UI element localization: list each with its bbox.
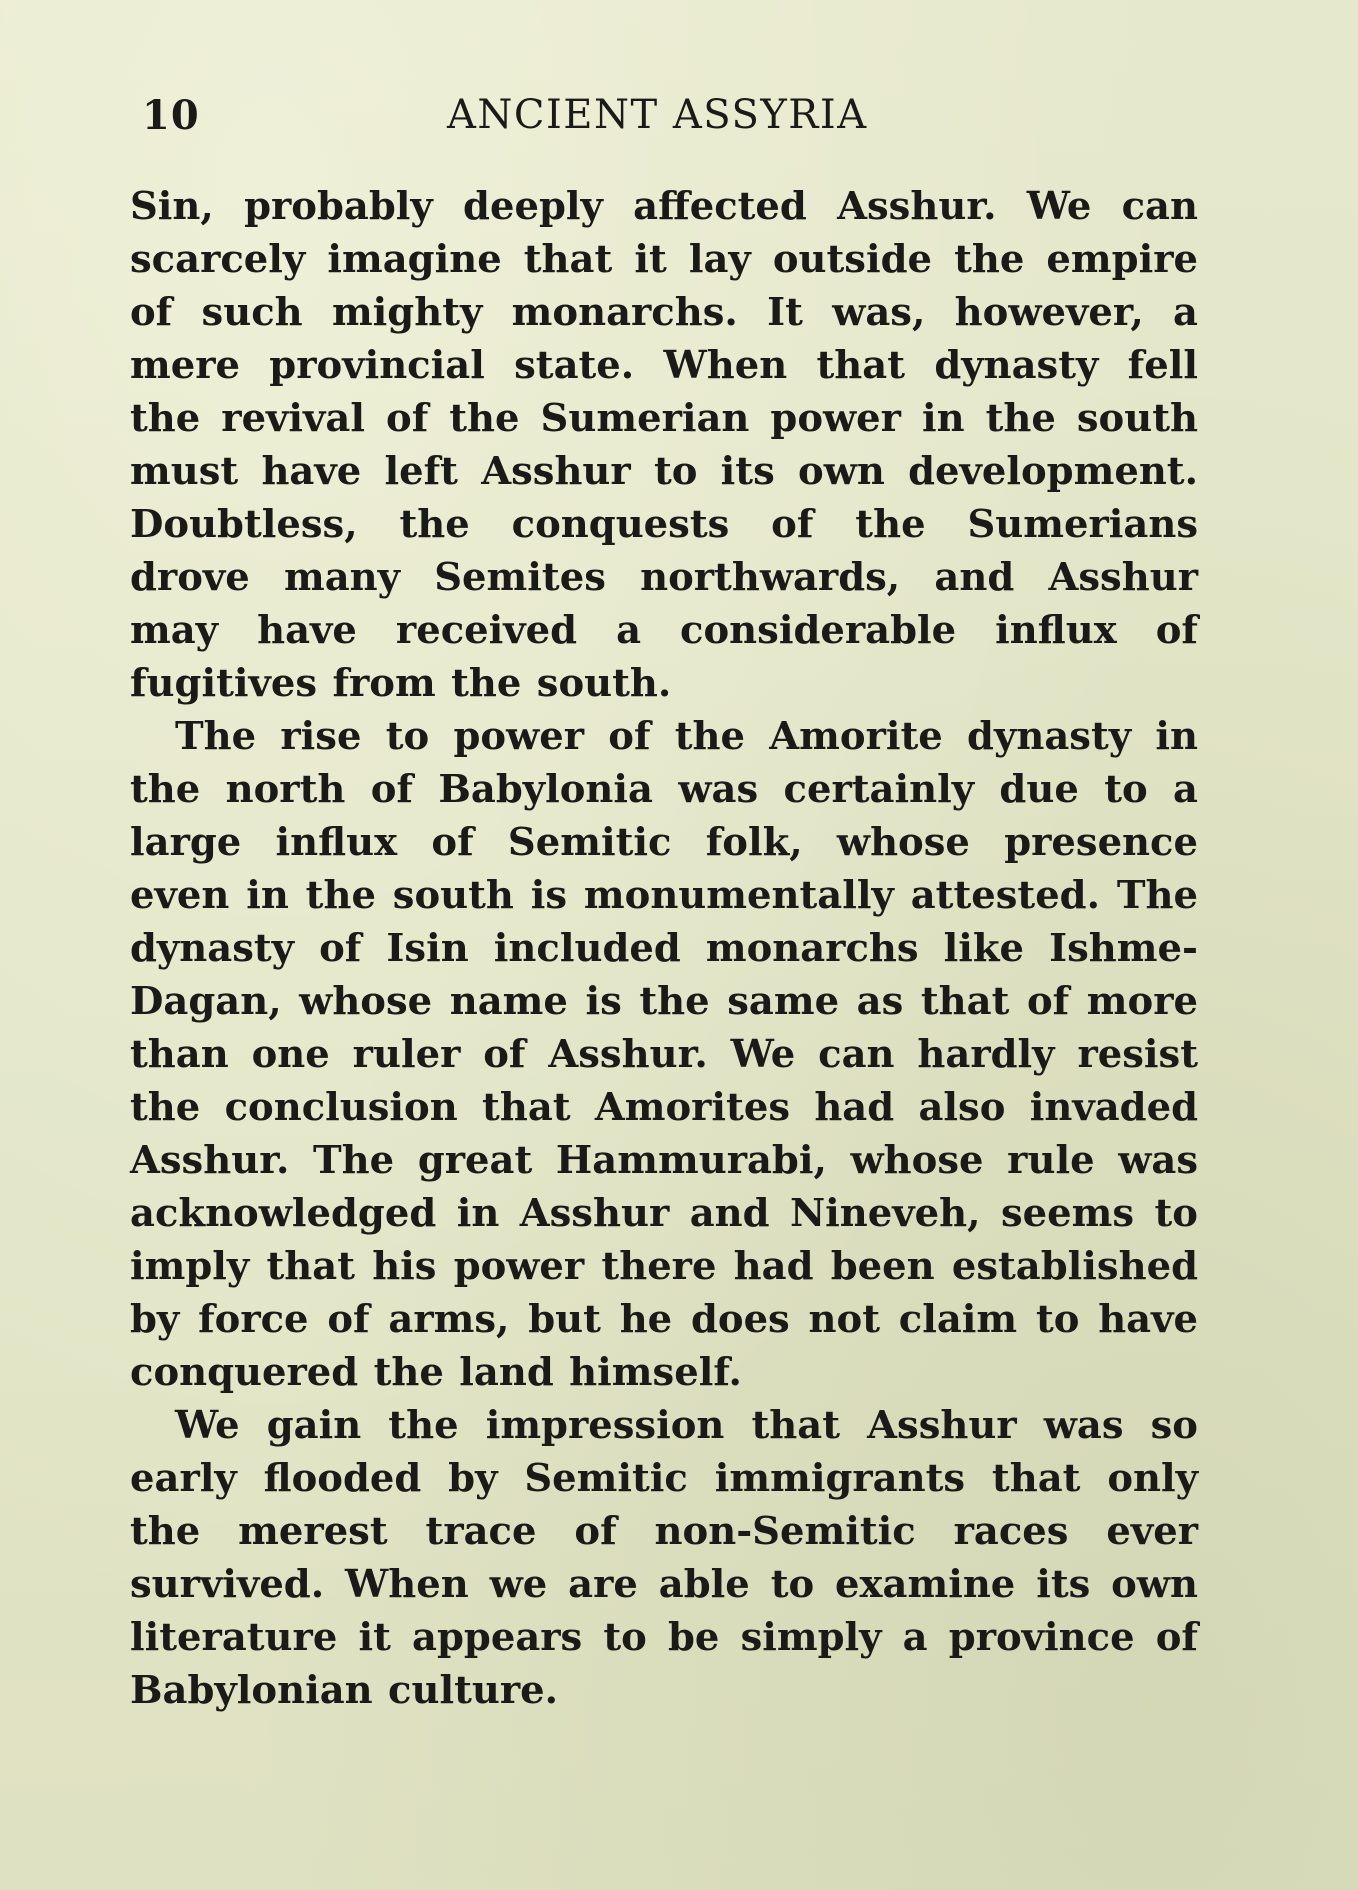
paragraph: The rise to power of the Amorite dynasty in the north of Babylonia was certainly due to a large influx of Semitic folk, whose presence even in the south is monumentally attested. The dynasty of Isin included monarchs like Ishme-Dagan, whose name is the same as that of more than one ruler of Asshur. We can hardly resist the conclusion that Amorites had also invaded Asshur. The great Hammurabi, whose rule was acknowledged in Asshur and Nineveh, seems to imply that his power there had been established by force of arms, but he does not claim to have conquered the land himself. [130,714,1198,1395]
body-text [130,180,1198,1717]
paragraph: We gain the impression that Asshur was so early flooded by Semitic immigrants that only the merest trace of non-Semitic races ever survived. When we are able to examine its own literature it appears to be simply a province of Babylonian culture. [130,1403,1198,1713]
paragraph: Sin, probably deeply affected Asshur. We can scarcely imagine that it lay outside the empire of such mighty monarchs. It was, however, a mere provincial state. When that dynasty fell the revival of the Sumerian power in the south must have left Asshur to its own development. Doubtless, the conquests of the Sumerians drove many Semites northwards, and Asshur may have received a considerable influx of fugitives from the south. [130,184,1198,706]
running-head: ANCIENT ASSYRIA [447,92,868,138]
page-number: 10 [142,92,200,139]
page-header [142,92,1212,152]
